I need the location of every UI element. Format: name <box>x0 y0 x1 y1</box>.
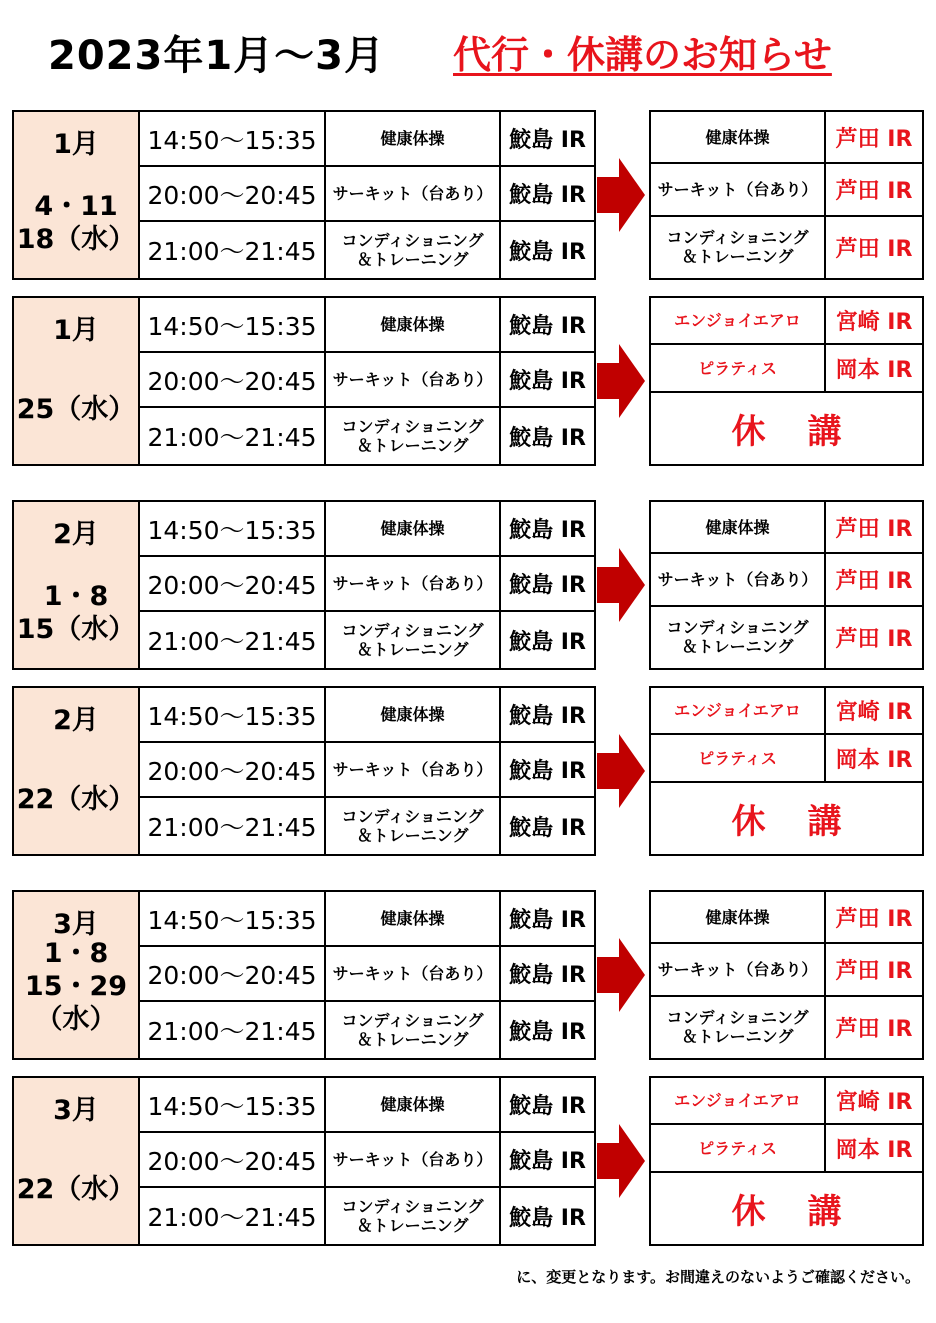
date-cell <box>13 501 139 669</box>
time-cell: 14:50～15:35 <box>139 891 325 946</box>
instructor-cell: 鮫島 IR <box>500 611 595 669</box>
class-name-line: コンディショニング <box>341 621 484 641</box>
class-name-line: 健康体操 <box>380 519 445 539</box>
instructor-cell: 鮫島 IR <box>500 1001 595 1059</box>
new-instructor-cell: 岡本 IR <box>825 734 923 781</box>
new-instructor-cell: 芦田 IR <box>825 996 923 1059</box>
class-name-line: ＆トレーニング <box>356 1216 469 1236</box>
day-label: 22（水） <box>16 1174 136 1205</box>
table-row <box>650 216 923 279</box>
date-cell <box>13 111 139 279</box>
time-cell: 20:00～20:45 <box>139 556 325 611</box>
arrow-right-icon <box>597 548 645 622</box>
class-name-line: コンディショニング <box>341 417 484 437</box>
class-cell <box>325 1187 500 1245</box>
time-cell: 14:50～15:35 <box>139 297 325 352</box>
class-name-line: サーキット（台あり） <box>332 574 493 594</box>
instructor-cell: 鮫島 IR <box>500 1077 595 1132</box>
original-schedule-table <box>12 1076 596 1246</box>
new-class-cell <box>650 734 825 781</box>
class-name-line: ＆トレーニング <box>681 637 794 657</box>
class-name-line: 健康体操 <box>380 909 445 929</box>
class-name-line: ピラティス <box>698 358 777 378</box>
month-label: 2月 <box>53 705 99 736</box>
table-row <box>650 553 923 605</box>
instructor-cell: 鮫島 IR <box>500 352 595 407</box>
class-name-line: コンディショニング <box>341 1197 484 1217</box>
new-class-cell <box>650 297 825 344</box>
day-label: 4・11 <box>34 191 118 222</box>
class-cell <box>325 1132 500 1187</box>
class-cell <box>325 501 500 556</box>
day-label: 15・29 <box>24 971 128 1002</box>
time-cell: 21:00～21:45 <box>139 1187 325 1245</box>
day-label: 22（水） <box>16 784 136 815</box>
class-name-line: ＆トレーニング <box>356 826 469 846</box>
time-cell: 21:00～21:45 <box>139 407 325 465</box>
day-label: 1・8 <box>43 581 109 612</box>
class-cell <box>325 946 500 1001</box>
class-name-line: ＆トレーニング <box>356 1030 469 1050</box>
original-schedule-table <box>12 890 596 1060</box>
schedule-block <box>12 500 922 670</box>
new-instructor-cell: 芦田 IR <box>825 216 923 279</box>
new-class-cell <box>650 344 825 391</box>
class-cell <box>325 687 500 742</box>
table-row <box>13 891 595 946</box>
new-instructor-cell: 芦田 IR <box>825 606 923 669</box>
table-row <box>650 501 923 553</box>
change-table <box>649 500 924 670</box>
arrow-right-icon <box>597 158 645 232</box>
new-instructor-cell: 芦田 IR <box>825 111 923 163</box>
day-label: （水） <box>35 1004 117 1035</box>
table-row <box>650 297 923 344</box>
new-instructor-cell: 岡本 IR <box>825 1124 923 1171</box>
original-schedule-table <box>12 500 596 670</box>
new-class-cell <box>650 996 825 1059</box>
class-name-line: サーキット（台あり） <box>332 1150 493 1170</box>
new-class-cell <box>650 501 825 553</box>
new-instructor-cell: 芦田 IR <box>825 501 923 553</box>
class-name-line: 健康体操 <box>380 1095 445 1115</box>
class-name-line: サーキット（台あり） <box>332 184 493 204</box>
table-row <box>650 606 923 669</box>
day-label: 15（水） <box>16 614 136 645</box>
class-cell <box>325 742 500 797</box>
time-cell: 21:00～21:45 <box>139 797 325 855</box>
table-row <box>650 344 923 391</box>
class-name-line: ピラティス <box>698 748 777 768</box>
table-row <box>650 782 923 855</box>
class-name-line: 健康体操 <box>705 517 770 537</box>
page-header <box>0 24 936 84</box>
time-cell: 20:00～20:45 <box>139 352 325 407</box>
new-class-cell <box>650 891 825 943</box>
table-row <box>650 943 923 995</box>
date-cell <box>13 891 139 1059</box>
original-schedule-table <box>12 296 596 466</box>
class-cell <box>325 797 500 855</box>
new-class-cell <box>650 687 825 734</box>
cancel-cell: 休講 <box>650 782 923 855</box>
table-row <box>650 392 923 465</box>
new-class-cell <box>650 606 825 669</box>
change-table <box>649 296 924 466</box>
table-row <box>650 111 923 163</box>
class-cell <box>325 556 500 611</box>
original-schedule-table <box>12 686 596 856</box>
instructor-cell: 鮫島 IR <box>500 1187 595 1245</box>
instructor-cell: 鮫島 IR <box>500 166 595 221</box>
change-table <box>649 1076 924 1246</box>
schedule-block <box>12 890 922 1060</box>
instructor-cell: 鮫島 IR <box>500 556 595 611</box>
table-row <box>650 163 923 215</box>
time-cell: 14:50～15:35 <box>139 111 325 166</box>
class-cell <box>325 166 500 221</box>
new-class-cell <box>650 1124 825 1171</box>
class-name-line: ＆トレーニング <box>681 1027 794 1047</box>
class-cell <box>325 352 500 407</box>
class-name-line: エンジョイエアロ <box>674 311 801 331</box>
class-name-line: サーキット（台あり） <box>332 760 493 780</box>
arrow-right-icon <box>597 344 645 418</box>
instructor-cell: 鮫島 IR <box>500 221 595 279</box>
instructor-cell: 鮫島 IR <box>500 687 595 742</box>
time-cell: 21:00～21:45 <box>139 221 325 279</box>
class-name-line: コンディショニング <box>341 807 484 827</box>
class-cell <box>325 1077 500 1132</box>
table-row <box>650 891 923 943</box>
new-class-cell <box>650 216 825 279</box>
class-name-line: サーキット（台あり） <box>332 964 493 984</box>
table-row <box>13 297 595 352</box>
month-label: 1月 <box>53 315 99 346</box>
class-cell <box>325 221 500 279</box>
table-row <box>650 1124 923 1171</box>
time-cell: 20:00～20:45 <box>139 742 325 797</box>
instructor-cell: 鮫島 IR <box>500 797 595 855</box>
new-instructor-cell: 宮崎 IR <box>825 687 923 734</box>
original-schedule-table <box>12 110 596 280</box>
arrow-right-icon <box>597 1124 645 1198</box>
page-subtitle: 代行・休講のお知らせ <box>453 33 832 77</box>
arrow-right-icon <box>597 938 645 1012</box>
class-cell <box>325 1001 500 1059</box>
instructor-cell: 鮫島 IR <box>500 297 595 352</box>
class-name-line: ＆トレーニング <box>356 436 469 456</box>
time-cell: 20:00～20:45 <box>139 1132 325 1187</box>
class-cell <box>325 407 500 465</box>
table-row <box>13 1077 595 1132</box>
new-instructor-cell: 岡本 IR <box>825 344 923 391</box>
schedule-block <box>12 1076 922 1246</box>
class-name-line: コンディショニング <box>666 618 809 638</box>
new-instructor-cell: 宮崎 IR <box>825 1077 923 1124</box>
class-name-line: ピラティス <box>698 1138 777 1158</box>
new-class-cell <box>650 553 825 605</box>
class-cell <box>325 111 500 166</box>
time-cell: 14:50～15:35 <box>139 687 325 742</box>
new-instructor-cell: 芦田 IR <box>825 943 923 995</box>
cancel-cell: 休講 <box>650 1172 923 1245</box>
instructor-cell: 鮫島 IR <box>500 946 595 1001</box>
time-cell: 14:50～15:35 <box>139 1077 325 1132</box>
instructor-cell: 鮫島 IR <box>500 111 595 166</box>
time-cell: 20:00～20:45 <box>139 946 325 1001</box>
class-name-line: 健康体操 <box>380 705 445 725</box>
month-label: 1月 <box>53 129 99 160</box>
time-cell: 21:00～21:45 <box>139 1001 325 1059</box>
day-label: 1・8 <box>43 938 109 969</box>
class-name-line: サーキット（台あり） <box>657 569 818 589</box>
date-cell <box>13 687 139 855</box>
instructor-cell: 鮫島 IR <box>500 407 595 465</box>
class-name-line: ＆トレーニング <box>356 250 469 270</box>
class-cell <box>325 891 500 946</box>
class-name-line: コンディショニング <box>666 1008 809 1028</box>
month-label: 3月 <box>53 909 99 940</box>
instructor-cell: 鮫島 IR <box>500 501 595 556</box>
class-name-line: コンディショニング <box>341 1011 484 1031</box>
schedule-block <box>12 686 922 856</box>
date-cell <box>13 1077 139 1245</box>
month-label: 2月 <box>53 519 99 550</box>
day-label: 25（水） <box>16 394 136 425</box>
class-cell <box>325 611 500 669</box>
class-name-line: サーキット（台あり） <box>657 959 818 979</box>
instructor-cell: 鮫島 IR <box>500 891 595 946</box>
new-instructor-cell: 芦田 IR <box>825 891 923 943</box>
table-row <box>650 996 923 1059</box>
table-row <box>650 1077 923 1124</box>
class-name-line: 健康体操 <box>380 315 445 335</box>
arrow-right-icon <box>597 734 645 808</box>
time-cell: 14:50～15:35 <box>139 501 325 556</box>
time-cell: 21:00～21:45 <box>139 611 325 669</box>
change-table <box>649 686 924 856</box>
class-name-line: サーキット（台あり） <box>657 179 818 199</box>
class-name-line: コンディショニング <box>341 231 484 251</box>
class-name-line: ＆トレーニング <box>681 247 794 267</box>
date-cell <box>13 297 139 465</box>
class-name-line: ＆トレーニング <box>356 640 469 660</box>
table-row <box>650 734 923 781</box>
month-label: 3月 <box>53 1095 99 1126</box>
day-label: 18（水） <box>16 224 136 255</box>
table-row <box>13 501 595 556</box>
schedule-block <box>12 296 922 466</box>
class-name-line: 健康体操 <box>705 127 770 147</box>
footer-note: に、変更となります。お間違えのないようご確認ください。 <box>516 1268 920 1286</box>
new-instructor-cell: 芦田 IR <box>825 553 923 605</box>
new-class-cell <box>650 111 825 163</box>
class-name-line: サーキット（台あり） <box>332 370 493 390</box>
class-name-line: エンジョイエアロ <box>674 701 801 721</box>
page-title: 2023年1月～3月 <box>48 33 385 79</box>
cancel-cell: 休講 <box>650 392 923 465</box>
new-class-cell <box>650 943 825 995</box>
new-instructor-cell: 芦田 IR <box>825 163 923 215</box>
class-name-line: 健康体操 <box>705 907 770 927</box>
class-cell <box>325 297 500 352</box>
table-row <box>13 111 595 166</box>
table-row <box>13 687 595 742</box>
change-table <box>649 110 924 280</box>
class-name-line: エンジョイエアロ <box>674 1091 801 1111</box>
new-instructor-cell: 宮崎 IR <box>825 297 923 344</box>
table-row <box>650 687 923 734</box>
instructor-cell: 鮫島 IR <box>500 742 595 797</box>
schedule-block <box>12 110 922 280</box>
time-cell: 20:00～20:45 <box>139 166 325 221</box>
change-table <box>649 890 924 1060</box>
table-row <box>650 1172 923 1245</box>
new-class-cell <box>650 163 825 215</box>
class-name-line: コンディショニング <box>666 228 809 248</box>
class-name-line: 健康体操 <box>380 129 445 149</box>
instructor-cell: 鮫島 IR <box>500 1132 595 1187</box>
new-class-cell <box>650 1077 825 1124</box>
